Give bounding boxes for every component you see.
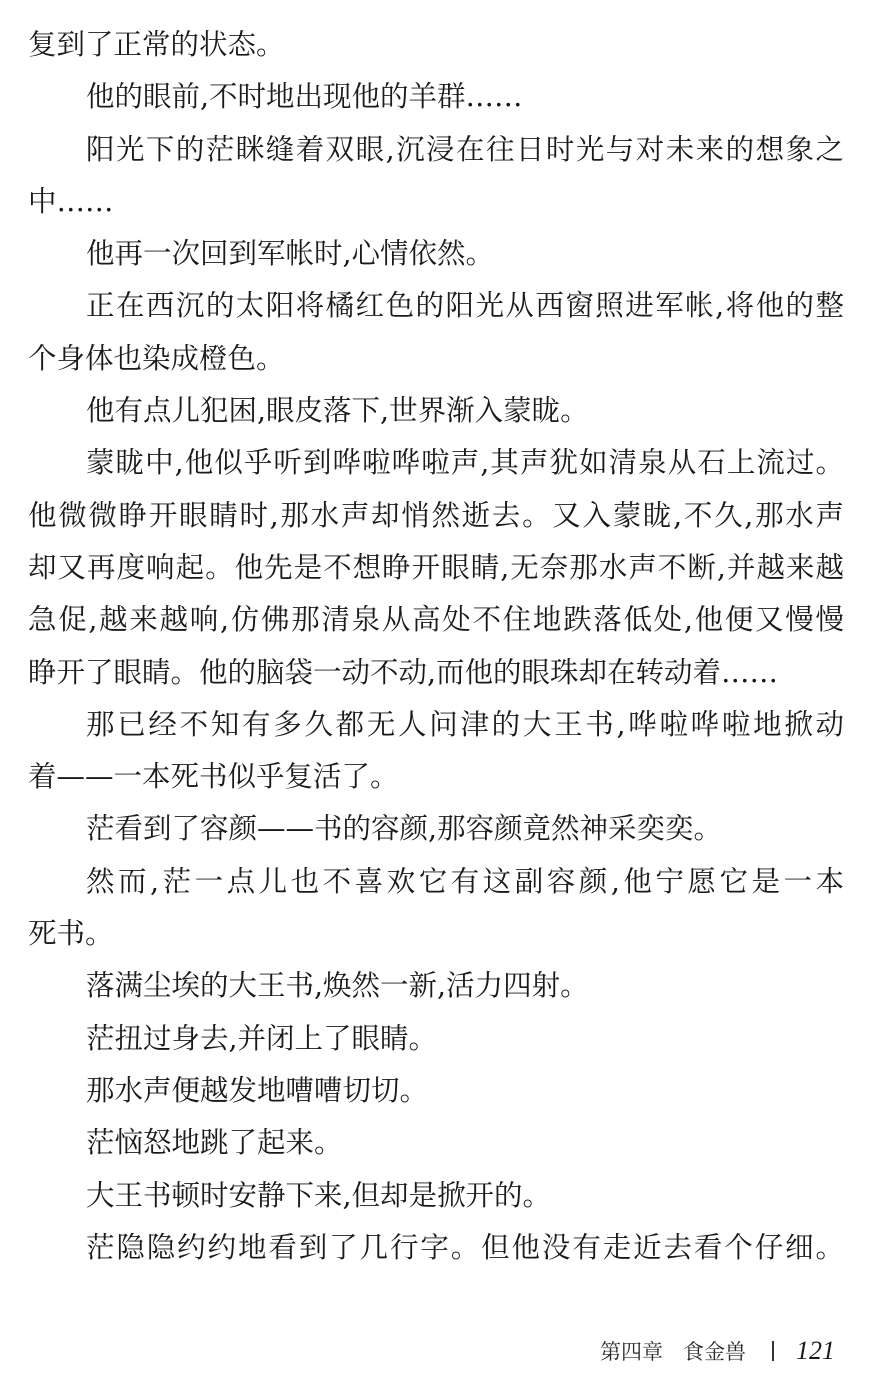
text-line: 他再一次回到军帐时,心情依然。 [86,237,495,271]
text-line: 他有点儿犯困,眼皮落下,世界渐入蒙眬。 [86,394,589,428]
chapter-label: 第四章 [600,1340,663,1364]
text-line: 茫看到了容颜——书的容颜,那容颜竟然神采奕奕。 [86,812,723,846]
page-number: 121 [796,1336,835,1365]
text-line: 茫扭过身去,并闭上了眼睛。 [86,1021,438,1055]
text-line: 正在西沉的太阳将橘红色的阳光从西窗照进军帐,将他的整 [86,289,844,323]
chapter-title: 食金兽 [683,1340,746,1364]
text-line: 阳光下的茫眯缝着双眼,沉浸在往日时光与对未来的想象之 [86,132,844,166]
text-line: 复到了正常的状态。 [28,28,285,61]
text-line: 却又再度响起。他先是不想睁开眼睛,无奈那水声不断,并越来越 [28,550,844,584]
text-line: 急促,越来越响,仿佛那清泉从高处不住地跌落低处,他便又慢慢 [28,603,844,637]
text-line: 蒙眬中,他似乎听到哗啦哗啦声,其声犹如清泉从石上流过。 [86,446,844,480]
text-line: 那已经不知有多久都无人问津的大王书,哗啦哗啦地掀动 [86,707,844,741]
text-line: 大王书顿时安静下来,但却是掀开的。 [86,1178,552,1212]
text-line: 他微微睁开眼睛时,那水声却悄然逝去。又入蒙眬,不久,那水声 [28,498,844,532]
text-line: 中…… [28,184,114,218]
page-body [28,19,844,1274]
text-line: 着——一本死书似乎复活了。 [28,760,399,794]
text-line: 个身体也染成橙色。 [28,341,285,375]
text-line: 茫隐隐约约地看到了几行字。但他没有走近去看个仔细。 [86,1230,844,1264]
text-line: 睁开了眼睛。他的脑袋一动不动,而他的眼珠却在转动着…… [28,655,779,689]
footer-separator [772,1341,774,1361]
text-line: 他的眼前,不时地出现他的羊群…… [86,80,523,114]
text-line: 茫恼怒地跳了起来。 [86,1126,343,1160]
page-footer [600,1333,835,1369]
text-line: 死书。 [28,917,114,951]
text-line: 那水声便越发地嘈嘈切切。 [86,1073,429,1107]
text-line: 落满尘埃的大王书,焕然一新,活力四射。 [86,969,589,1003]
text-line: 然而,茫一点儿也不喜欢它有这副容颜,他宁愿它是一本 [86,864,844,898]
